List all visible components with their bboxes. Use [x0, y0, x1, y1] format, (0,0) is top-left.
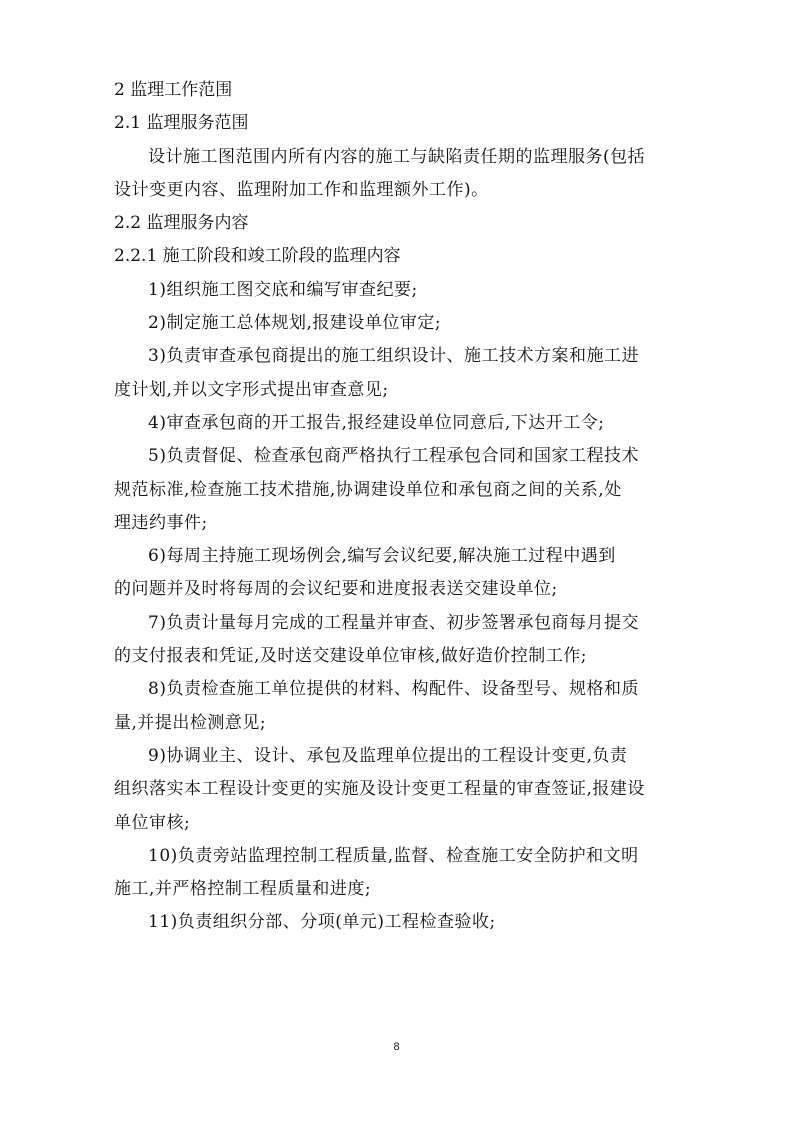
document-body — [114, 74, 686, 940]
paragraph-line: 组织落实本工程设计变更的实施及设计变更工程量的审查签证,报建设 — [114, 779, 645, 800]
list-item-3 — [114, 340, 686, 407]
paragraph-line: 单位审核; — [114, 812, 191, 833]
list-item-2 — [114, 307, 686, 340]
list-item-11 — [114, 906, 686, 939]
paragraph-line: 7)负责计量每月完成的工程量并审查、初步签署承包商每月提交 — [148, 612, 639, 633]
paragraph-line: 度计划,并以文字形式提出审查意见; — [114, 379, 389, 400]
paragraph-line: 的问题并及时将每周的会议纪要和进度报表送交建设单位; — [114, 579, 558, 600]
paragraph-line: 的支付报表和凭证,及时送交建设单位审核,做好造价控制工作; — [114, 646, 588, 667]
paragraph-line: 2)制定施工总体规划,报建设单位审定; — [148, 313, 442, 334]
list-item-4 — [114, 407, 686, 440]
paragraph-line: 8)负责检查施工单位提供的材料、构配件、设备型号、规格和质 — [148, 679, 639, 700]
section-heading-2-2: 2.2 监理服务内容 — [114, 213, 249, 234]
paragraph-line: 6)每周主持施工现场例会,编写会议纪要,解决施工过程中遇到 — [148, 546, 616, 567]
page-number: 8 — [393, 1041, 400, 1053]
section-heading-2-2-1: 2.2.1 施工阶段和竣工阶段的监理内容 — [114, 246, 401, 267]
paragraph-line: 3)负责审查承包商提出的施工组织设计、施工技术方案和施工进 — [148, 346, 639, 367]
list-item-6 — [114, 540, 686, 607]
list-item-5 — [114, 440, 686, 540]
paragraph-line: 规范标准,检查施工技术措施,协调建设单位和承包商之间的关系,处 — [114, 479, 622, 500]
paragraph-line: 量,并提出检测意见; — [114, 712, 267, 733]
list-item-7 — [114, 607, 686, 674]
list-item-1 — [114, 274, 686, 307]
paragraph-line: 10)负责旁站监理控制工程质量,监督、检查施工安全防护和文明 — [148, 845, 639, 866]
paragraph-line: 施工,并严格控制工程质量和进度; — [114, 879, 372, 900]
paragraph-line: 1)组织施工图交底和编写审查纪要; — [148, 279, 418, 300]
paragraph-line: 设计施工图范围内所有内容的施工与缺陷责任期的监理服务(包括 — [148, 146, 646, 167]
paragraph-line: 设计变更内容、监理附加工作和监理额外工作)。 — [114, 179, 489, 200]
scope-paragraph — [114, 141, 686, 208]
paragraph-line: 11)负责组织分部、分项(单元)工程检查验收; — [148, 912, 496, 933]
list-item-9 — [114, 740, 686, 840]
list-item-10 — [114, 840, 686, 907]
list-item-8 — [114, 673, 686, 740]
paragraph-line: 4)审查承包商的开工报告,报经建设单位同意后,下达开工令; — [148, 412, 605, 433]
section-heading-2-1: 2.1 监理服务范围 — [114, 113, 249, 134]
paragraph-line: 理违约事件; — [114, 512, 208, 533]
paragraph-line: 9)协调业主、设计、承包及监理单位提出的工程设计变更,负责 — [148, 745, 628, 766]
section-heading-2: 2 监理工作范围 — [114, 80, 233, 100]
paragraph-line: 5)负责督促、检查承包商严格执行工程承包合同和国家工程技术 — [148, 446, 639, 467]
